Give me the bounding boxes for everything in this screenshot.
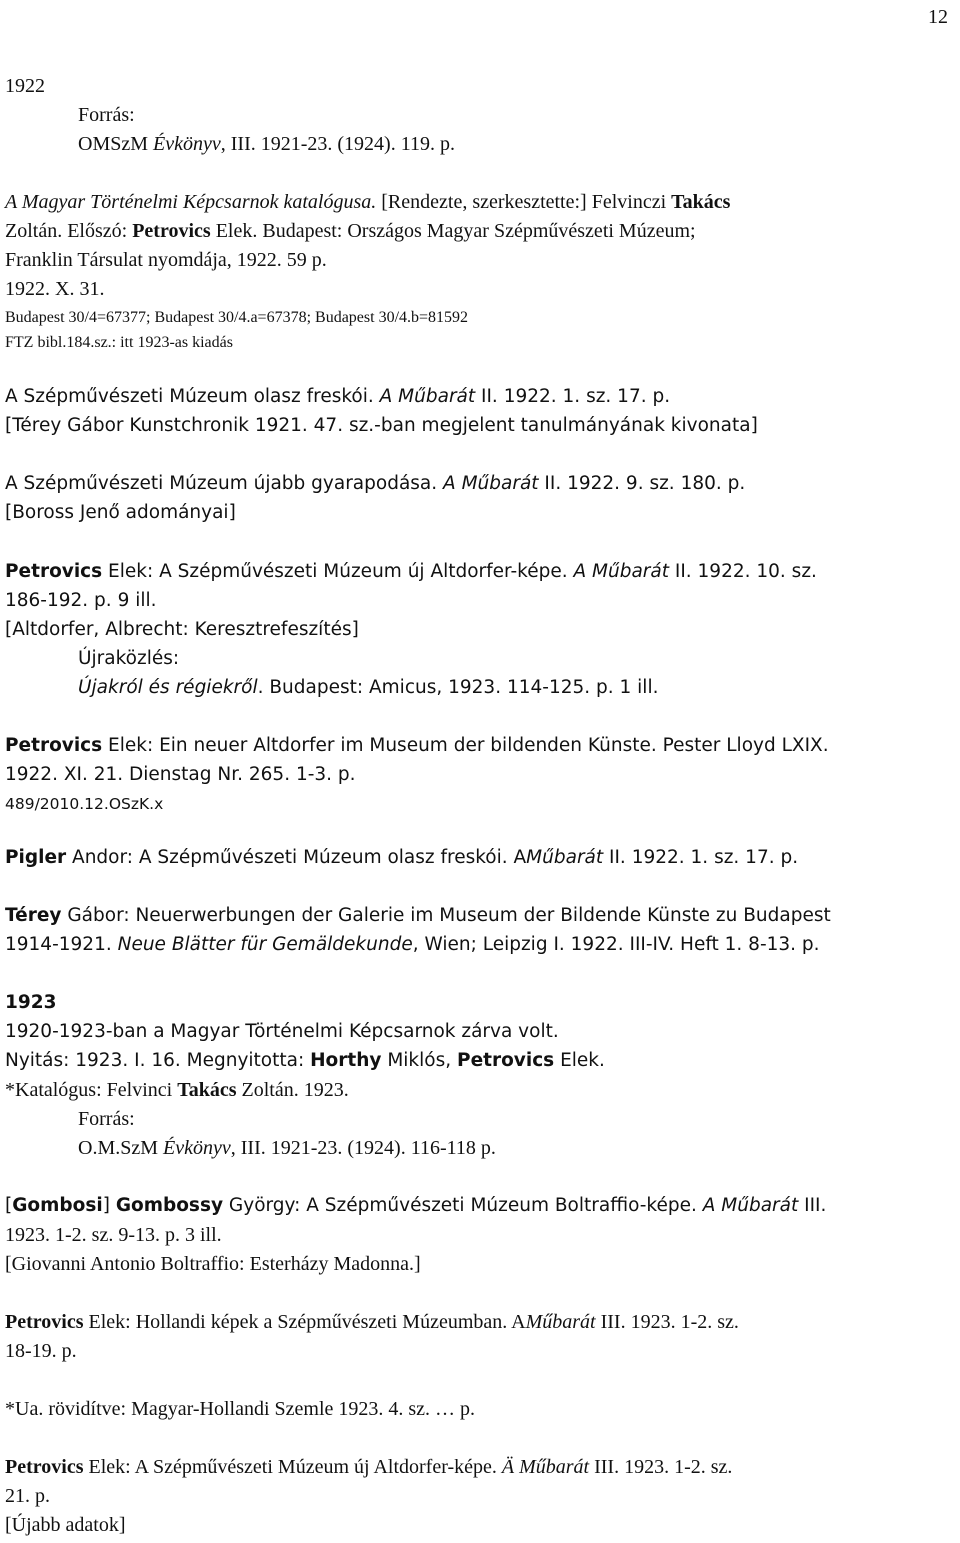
entry-pester-lloyd-line-2: 1922. XI. 21. Dienstag Nr. 265. 1-3. p. xyxy=(5,764,356,785)
entry-catalog-date: 1922. X. 31. xyxy=(5,278,105,300)
entry-catalog-ftz: FTZ bibl.184.sz.: itt 1923-as kiadás xyxy=(5,334,233,351)
entry-boltraffio-line-2: 1923. 1-2. sz. 9-13. p. 3 ill. xyxy=(5,1224,222,1246)
source-label-1923: Forrás: xyxy=(78,1108,135,1130)
reprint-citation: Újakról és régiekről. Budapest: Amicus, 1923. 114-125. p. 1 ill. xyxy=(78,677,659,698)
entry-altdorfer-1923: Petrovics Elek: A Szépművészeti Múzeum új Altdorfer-képe. Ä Műbarát III. 1923. 1-2. sz. xyxy=(5,1456,733,1478)
entry-altdorfer-1923-line-2: 21. p. xyxy=(5,1485,50,1507)
entry-catalog-title: A Magyar Történelmi Képcsarnok katalógusa. [Rendezte, szerkesztette:] Felvinczi Takács xyxy=(5,191,731,213)
entry-altdorfer: Petrovics Elek: A Szépművészeti Múzeum új Altdorfer-képe. A Műbarát II. 1922. 10. sz. xyxy=(5,561,817,582)
entry-boltraffio-note: [Giovanni Antonio Boltraffio: Esterházy Madonna.] xyxy=(5,1253,421,1275)
entry-altdorfer-line-2: 186-192. p. 9 ill. xyxy=(5,590,157,611)
entry-acquisitions-note: [Boross Jenő adományai] xyxy=(5,502,236,523)
entry-altdorfer-note: [Altdorfer, Albrecht: Keresztrefeszítés] xyxy=(5,619,359,640)
entry-catalog-line-3: Franklin Társulat nyomdája, 1922. 59 p. xyxy=(5,249,327,271)
entry-hollandi: Petrovics Elek: Hollandi képek a Szépművészeti Múzeumban. AMűbarát III. 1923. 1-2. sz. xyxy=(5,1311,739,1333)
entry-hollandi-abridged: *Ua. rövidítve: Magyar-Hollandi Szemle 1923. 4. sz. … p. xyxy=(5,1398,476,1420)
entry-acquisitions: A Szépművészeti Múzeum újabb gyarapodása. A Műbarát II. 1922. 9. sz. 180. p. xyxy=(5,473,746,494)
entry-catalog-line-2: Zoltán. Előszó: Petrovics Elek. Budapest: Országos Magyar Szépművészeti Múzeum; xyxy=(5,220,696,242)
year-heading-1923: 1923 xyxy=(5,992,57,1013)
entry-frescoes: A Szépművészeti Múzeum olasz freskói. A Műbarát II. 1922. 1. sz. 17. p. xyxy=(5,386,671,407)
entry-catalog-shelfmarks: Budapest 30/4=67377; Budapest 30/4.a=67378; Budapest 30/4.b=81592 xyxy=(5,309,469,326)
entry-hollandi-line-2: 18-19. p. xyxy=(5,1340,77,1362)
opening-note: Nyitás: 1923. I. 16. Megnyitotta: Horthy Miklós, Petrovics Elek. xyxy=(5,1050,605,1071)
entry-pester-lloyd: Petrovics Elek: Ein neuer Altdorfer im Museum der bildenden Künste. Pester Lloyd LXIX. xyxy=(5,735,829,756)
entry-altdorfer-1923-note: [Újabb adatok] xyxy=(5,1514,126,1536)
entry-boltraffio: [Gombosi] Gombossy György: A Szépművészeti Múzeum Boltraffio-képe. A Műbarát III. xyxy=(5,1195,827,1216)
source-citation: OMSzM Évkönyv, III. 1921-23. (1924). 119. p. xyxy=(78,133,455,155)
page-number: 12 xyxy=(928,6,948,28)
entry-pester-lloyd-shelfmark: 489/2010.12.OSzK.x xyxy=(5,795,164,813)
source-citation-1923: O.M.SzM Évkönyv, III. 1921-23. (1924). 116-118 p. xyxy=(78,1137,496,1159)
year-heading-1922: 1922 xyxy=(5,75,45,97)
entry-terey-line-2: 1914-1921. Neue Blätter für Gemäldekunde, Wien; Leipzig I. 1922. III-IV. Heft 1. 8-13. p. xyxy=(5,934,820,955)
entry-frescoes-note: [Térey Gábor Kunstchronik 1921. 47. sz.-ban megjelent tanulmányának kivonata] xyxy=(5,415,758,436)
source-label: Forrás: xyxy=(78,104,135,126)
entry-terey: Térey Gábor: Neuerwerbungen der Galerie im Museum der Bildende Künste zu Budapest xyxy=(5,905,831,926)
catalog-note: *Katalógus: Felvinci Takács Zoltán. 1923. xyxy=(5,1079,349,1101)
entry-pigler: Pigler Andor: A Szépművészeti Múzeum olasz freskói. AMűbarát II. 1922. 1. sz. 17. p. xyxy=(5,847,799,868)
closure-note: 1920-1923-ban a Magyar Történelmi Képcsarnok zárva volt. xyxy=(5,1021,559,1042)
reprint-label: Újraközlés: xyxy=(78,648,180,669)
